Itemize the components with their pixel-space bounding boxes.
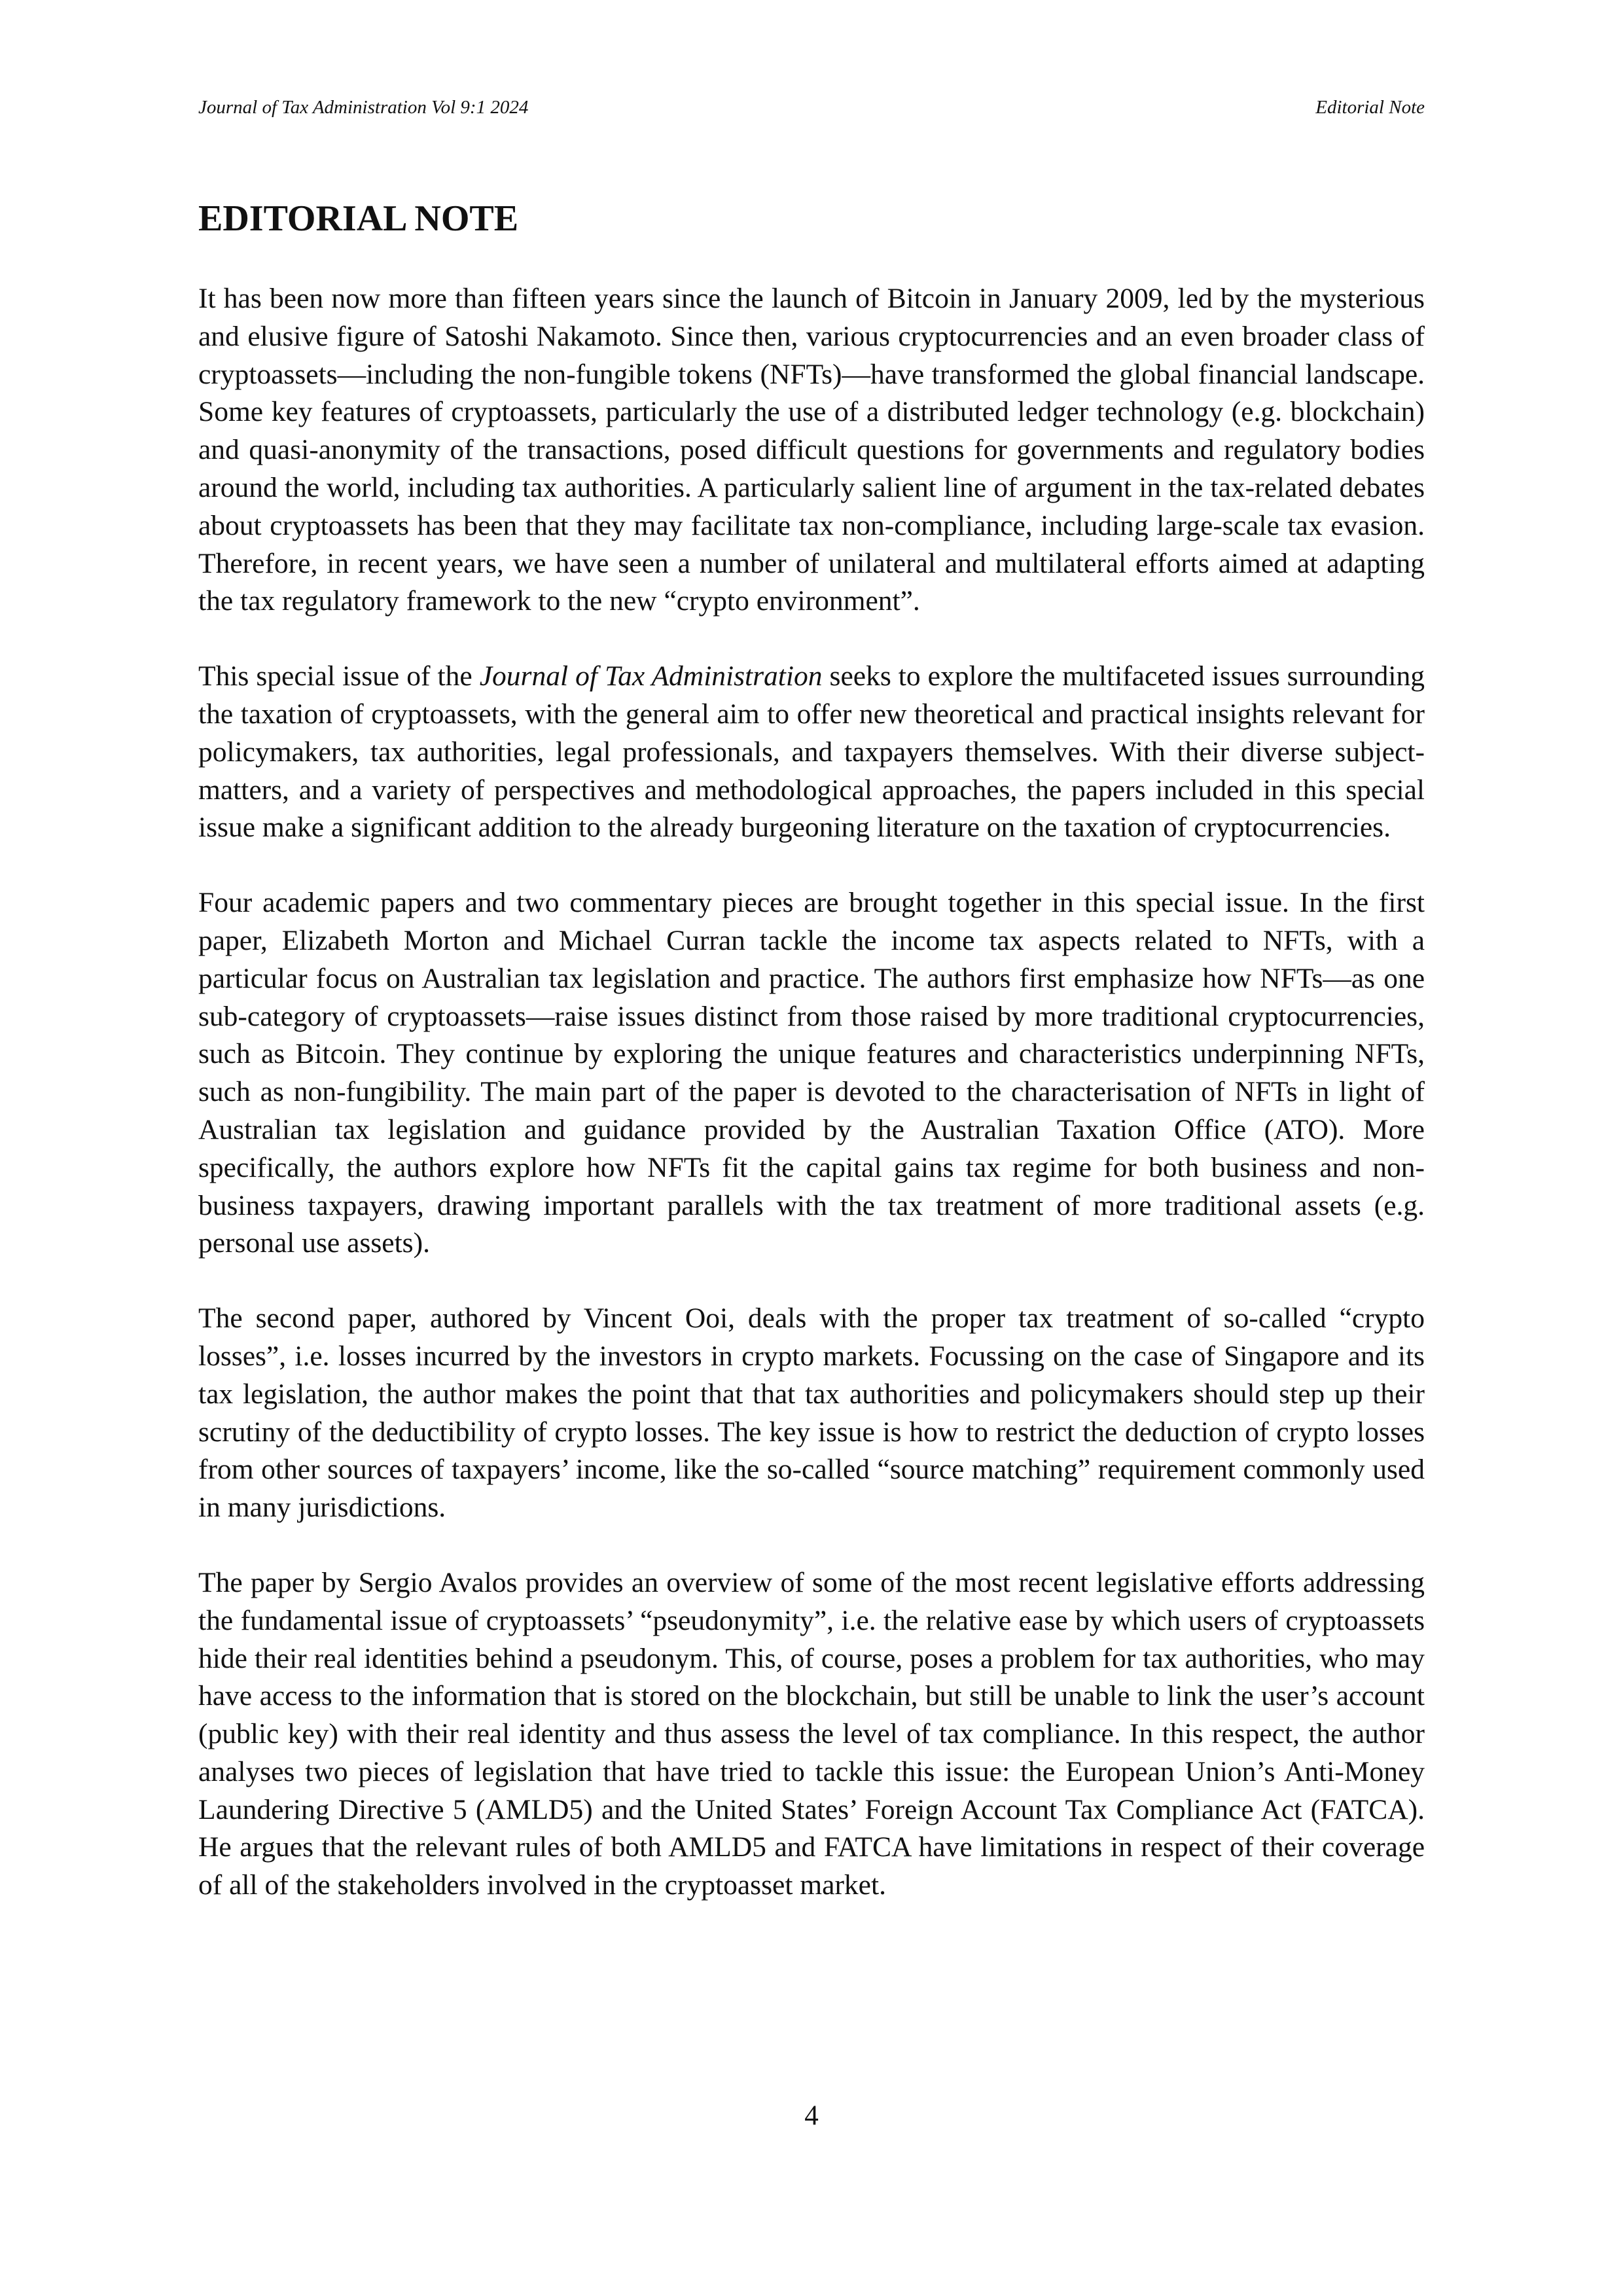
page-title: EDITORIAL NOTE: [198, 198, 519, 239]
paragraph-1: It has been now more than fifteen years since the launch of Bitcoin in January 2009, led by the mysterious and elusive figure of Satoshi Nakamoto. Since then, various cryptocurrencies and an even broader class of cryptoassets—including the non-fungible tokens (NFTs)—have transformed the global financial landscape. Some key features of cryptoassets, particularly the use of a distributed ledger technology (e.g. blockchain) and quasi-anonymity of the transactions, posed difficult questions for governments and regulatory bodies around the world, including tax authorities. A particularly salient line of argument in the tax-related debates about cryptoassets has been that they may facilitate tax non-compliance, including large-scale tax evasion. Therefore, in recent years, we have seen a number of unilateral and multilateral efforts aimed at adapting the tax regulatory framework to the new “crypto environment”.: [198, 283, 1425, 617]
page-number: 4: [804, 2100, 819, 2131]
paragraph-4: The second paper, authored by Vincent Ooi, deals with the proper tax treatment of so-called “crypto losses”, i.e. losses incurred by the investors in crypto markets. Focussing on the case of Singapore and its tax legislation, the author makes the point that that tax authorities and policymakers should step up their scrutiny of the deductibility of crypto losses. The key issue is how to restrict the deduction of crypto losses from other sources of taxpayers’ income, like the so-called “source matching” requirement commonly used in many jurisdictions.: [198, 1302, 1425, 1524]
journal-citation: Journal of Tax Administration Vol 9:1 2024: [198, 97, 529, 118]
paragraph-2-rest: seeks to explore the multifaceted issues surrounding the taxation of cryptoassets, with the general aim to offer new theoretical and practical insights relevant for policymakers, tax authorities, legal professionals, and taxpayers themselves. With their diverse subject-matters, and a variety of perspectives and methodological approaches, the papers included in this special issue make a significant addition to the already burgeoning literature on the taxation of cryptocurrencies.: [198, 660, 1425, 844]
journal-name-italic: Journal of Tax Administration: [479, 660, 823, 692]
paragraph-5: The paper by Sergio Avalos provides an overview of some of the most recent legislative efforts addressing the fundamental issue of cryptoassets’ “pseudonymity”, i.e. the relative ease by which users of cryptoassets hide their real identities behind a pseudonym. This, of course, poses a problem for tax authorities, who may have access to the information that is stored on the blockchain, but still be unable to link the user’s account (public key) with their real identity and thus assess the level of tax compliance. In this respect, the author analyses two pieces of legislation that have tried to tackle this issue: the European Union’s Anti-Money Laundering Directive 5 (AMLD5) and the United States’ Foreign Account Tax Compliance Act (FATCA). He argues that the relevant rules of both AMLD5 and FATCA have limitations in respect of their coverage of all of the stakeholders involved in the cryptoasset market.: [198, 1566, 1425, 1901]
paragraph-2-lead: This special issue of the: [198, 660, 480, 692]
article-body: [198, 280, 1425, 1942]
running-header: [198, 96, 1425, 119]
paragraph-2: [198, 658, 1425, 847]
paragraph-3: Four academic papers and two commentary pieces are brought together in this special issue. In the first paper, Elizabeth Morton and Michael Curran tackle the income tax aspects related to NFTs, with a particular focus on Australian tax legislation and practice. The authors first emphasize how NFTs—as one sub-category of cryptoassets—raise issues distinct from those raised by more traditional cryptocurrencies, such as Bitcoin. They continue by exploring the unique features and characteristics underpinning NFTs, such as non-fungibility. The main part of the paper is devoted to the characterisation of NFTs in light of Australian tax legislation and guidance provided by the Australian Taxation Office (ATO). More specifically, the authors explore how NFTs fit the capital gains tax regime for both business and non-business taxpayers, drawing important parallels with the tax treatment of more traditional assets (e.g. personal use assets).: [198, 887, 1425, 1259]
section-label: Editorial Note: [1315, 97, 1425, 118]
